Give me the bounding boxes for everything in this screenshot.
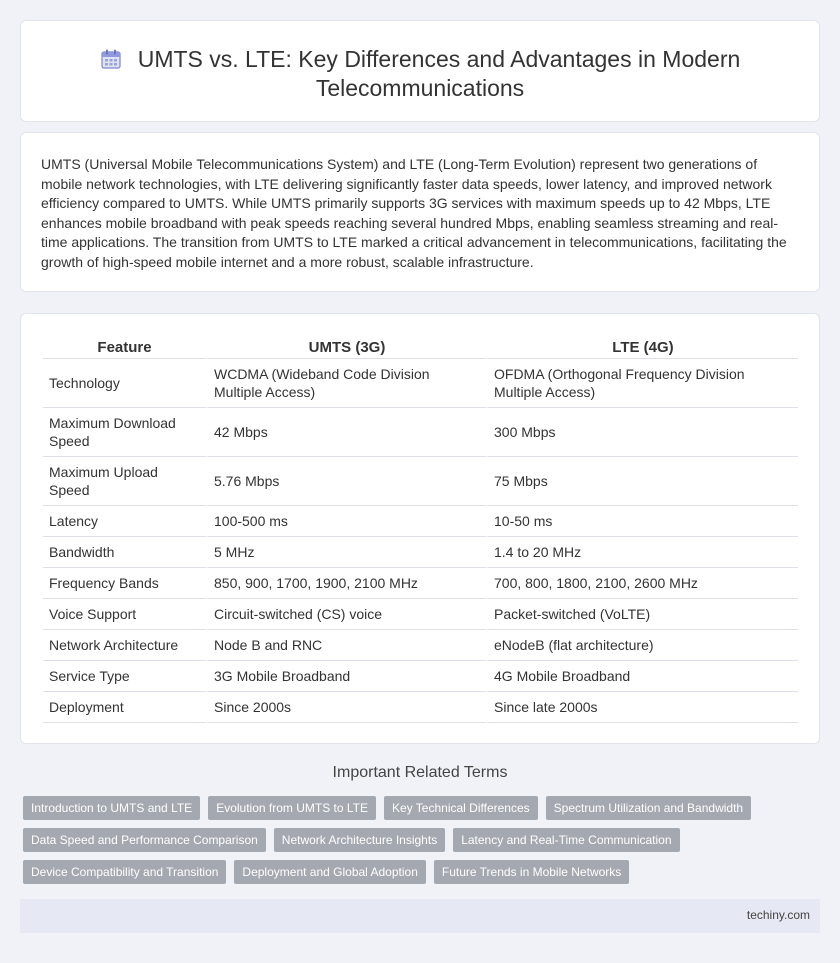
related-term-tag[interactable]: Deployment and Global Adoption — [234, 860, 425, 884]
table-cell: Packet-switched (VoLTE) — [486, 599, 798, 630]
table-cell: Deployment — [43, 692, 206, 723]
intro-card — [20, 132, 820, 292]
table-header-row — [43, 332, 798, 359]
table-cell: eNodeB (flat architecture) — [486, 630, 798, 661]
table-row — [43, 506, 798, 537]
table-row — [43, 630, 798, 661]
table-row — [43, 457, 798, 506]
related-term-tag[interactable]: Spectrum Utilization and Bandwidth — [546, 796, 751, 820]
tag-row — [23, 828, 823, 852]
table-cell: 300 Mbps — [486, 408, 798, 457]
page-title: UMTS vs. LTE: Key Differences and Advantages in Modern Telecommunications — [137, 46, 741, 101]
table-cell: Latency — [43, 506, 206, 537]
related-term-tag[interactable]: Network Architecture Insights — [274, 828, 445, 852]
footer — [20, 899, 820, 933]
table-cell: Frequency Bands — [43, 568, 206, 599]
table-cell: 3G Mobile Broadband — [206, 661, 486, 692]
related-terms-tags — [23, 796, 823, 892]
table-row — [43, 599, 798, 630]
table-cell: Technology — [43, 359, 206, 408]
related-term-tag[interactable]: Introduction to UMTS and LTE — [23, 796, 200, 820]
table-cell: WCDMA (Wideband Code Division Multiple Access) — [206, 359, 486, 408]
table-cell: 850, 900, 1700, 1900, 2100 MHz — [206, 568, 486, 599]
table-row — [43, 661, 798, 692]
tag-row — [23, 796, 823, 820]
comparison-table — [43, 332, 798, 723]
related-term-tag[interactable]: Key Technical Differences — [384, 796, 538, 820]
table-cell: Network Architecture — [43, 630, 206, 661]
intro-paragraph: UMTS (Universal Mobile Telecommunications System) and LTE (Long-Term Evolution) represent two generations of mobile network technologies, with LTE delivering significantly faster data speeds, lower latency, and improved network efficiency compared to UMTS. While UMTS primarily supports 3G services with maximum speeds up to 42 Mbps, LTE enhances mobile broadband with peak speeds reaching several hundred Mbps, enabling seamless streaming and real-time applications. The transition from UMTS to LTE marked a critical advancement in telecommunications, facilitating the growth of high-speed mobile internet and a more robust, scalable infrastructure. — [41, 156, 787, 270]
table-cell: 75 Mbps — [486, 457, 798, 506]
footer-site-link[interactable]: techiny.com — [746, 908, 810, 922]
table-cell: Maximum Download Speed — [43, 408, 206, 457]
tag-row — [23, 860, 823, 884]
related-term-tag[interactable]: Future Trends in Mobile Networks — [434, 860, 629, 884]
table-row — [43, 568, 798, 599]
table-row — [43, 359, 798, 408]
table-row — [43, 408, 798, 457]
table-cell: 10-50 ms — [486, 506, 798, 537]
table-row — [43, 692, 798, 723]
table-cell: OFDMA (Orthogonal Frequency Division Multiple Access) — [486, 359, 798, 408]
title-card — [20, 20, 820, 122]
related-terms-title: Important Related Terms — [332, 764, 508, 781]
table-cell: Circuit-switched (CS) voice — [206, 599, 486, 630]
table-cell: 42 Mbps — [206, 408, 486, 457]
table-cell: 5.76 Mbps — [206, 457, 486, 506]
header-feature: Feature — [43, 332, 206, 359]
table-cell: Maximum Upload Speed — [43, 457, 206, 506]
table-cell: 1.4 to 20 MHz — [486, 537, 798, 568]
table-cell: 100-500 ms — [206, 506, 486, 537]
table-cell: 4G Mobile Broadband — [486, 661, 798, 692]
table-cell: Since 2000s — [206, 692, 486, 723]
table-cell: Since late 2000s — [486, 692, 798, 723]
related-term-tag[interactable]: Latency and Real-Time Communication — [453, 828, 679, 852]
table-cell: 700, 800, 1800, 2100, 2600 MHz — [486, 568, 798, 599]
header-lte: LTE (4G) — [486, 332, 798, 359]
related-term-tag[interactable]: Data Speed and Performance Comparison — [23, 828, 266, 852]
related-term-tag[interactable]: Device Compatibility and Transition — [23, 860, 226, 884]
table-row — [43, 537, 798, 568]
table-cell: Service Type — [43, 661, 206, 692]
header-umts: UMTS (3G) — [206, 332, 486, 359]
comparison-table-card — [20, 313, 820, 744]
related-term-tag[interactable]: Evolution from UMTS to LTE — [208, 796, 376, 820]
table-cell: 5 MHz — [206, 537, 486, 568]
table-cell: Voice Support — [43, 599, 206, 630]
table-cell: Bandwidth — [43, 537, 206, 568]
table-cell: Node B and RNC — [206, 630, 486, 661]
calendar-icon — [100, 48, 122, 70]
page-title-wrap — [61, 45, 779, 103]
